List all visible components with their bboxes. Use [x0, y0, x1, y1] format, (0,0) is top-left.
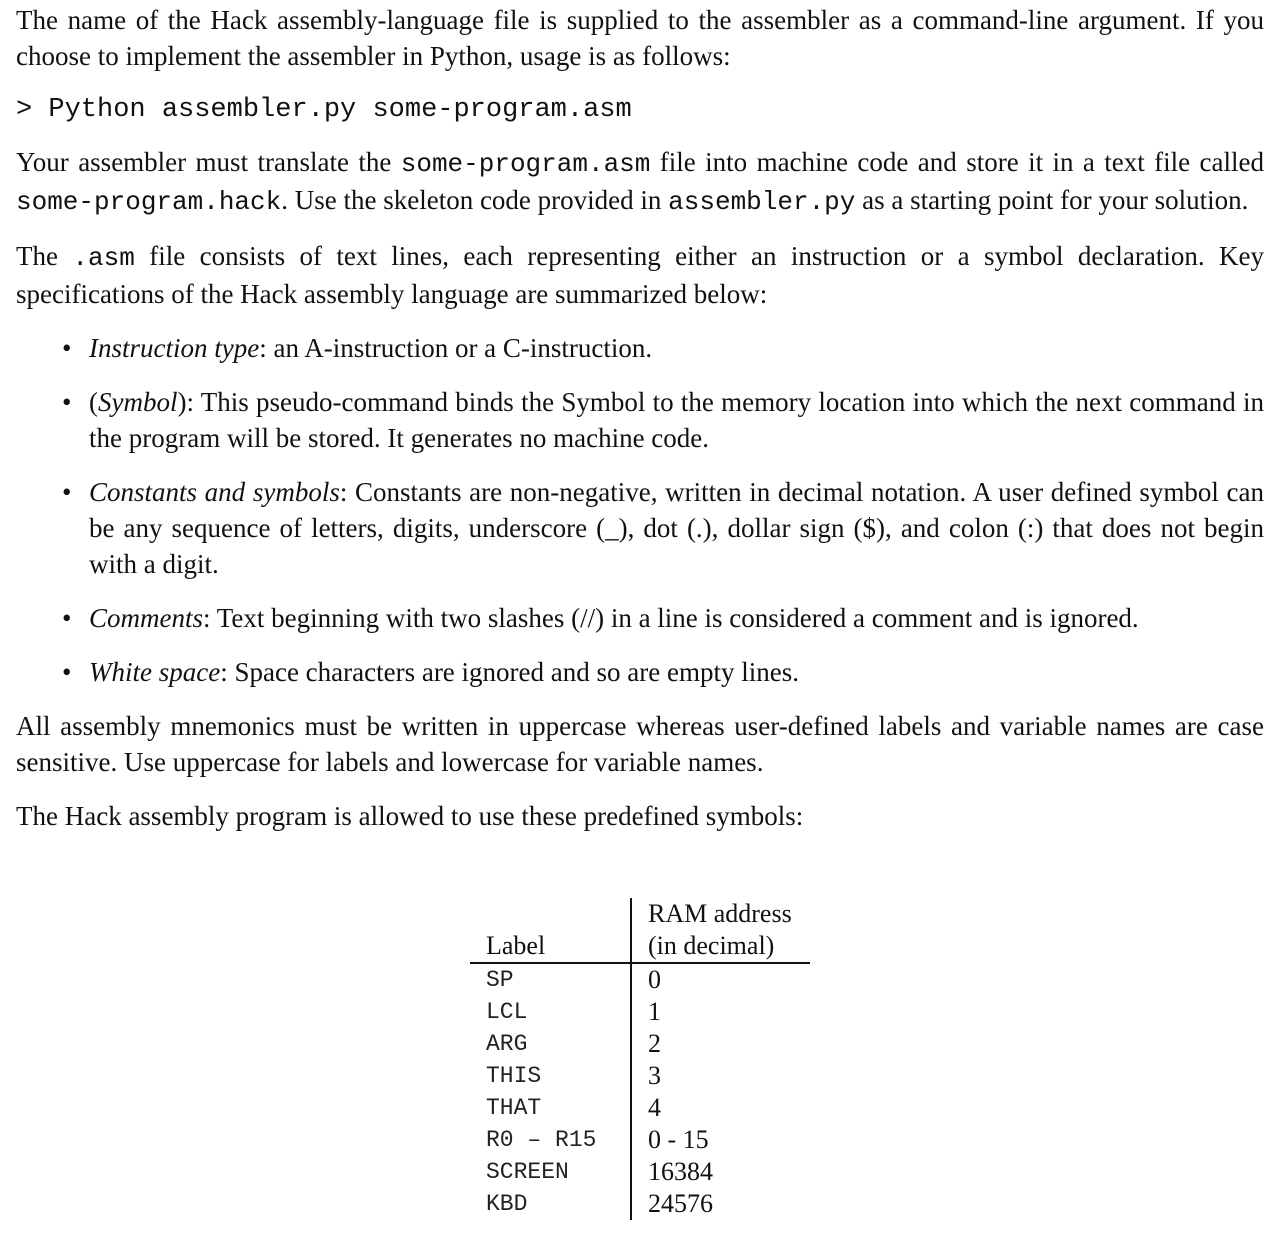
- bullet-icon: •: [62, 387, 72, 417]
- spec-term: Symbol: [98, 387, 178, 417]
- symbol-label: R0 – R15: [486, 1127, 597, 1153]
- predefined-symbols-table: [470, 898, 810, 1220]
- symbol-label: LCL: [486, 999, 528, 1025]
- symbol-address: 1: [631, 996, 810, 1028]
- spec-term: Comments: [89, 603, 203, 633]
- document-page: [16, 2, 1264, 834]
- symbol-address: 3: [631, 1060, 810, 1092]
- asm-description-paragraph: [16, 238, 1264, 312]
- spec-text: : Space characters are ignored and so are empty lines.: [220, 657, 799, 687]
- list-item: [16, 474, 1264, 582]
- asm-extension-code: .asm: [72, 243, 135, 273]
- predefined-intro-paragraph: The Hack assembly program is allowed to use these predefined symbols:: [16, 801, 804, 831]
- symbol-label: THAT: [486, 1095, 542, 1121]
- symbol-address: 4: [631, 1092, 810, 1124]
- symbol-label: ARG: [486, 1031, 528, 1057]
- spec-term: Instruction type: [89, 333, 260, 363]
- list-item: [16, 654, 1264, 690]
- symbol-label: KBD: [486, 1191, 528, 1217]
- table-row: [470, 1124, 810, 1156]
- translate-text-1: Your assembler must translate the: [16, 147, 401, 177]
- translate-text-2: file into machine code and store it in a text file called: [650, 147, 1265, 177]
- table-row: [470, 1060, 810, 1092]
- table-row: [470, 1188, 810, 1220]
- intro-paragraph: The name of the Hack assembly-language file is supplied to the assembler as a command-line argument. If you choose to implement the assembler in Python, usage is as follows:: [16, 5, 1264, 71]
- spec-text: : Text beginning with two slashes (//) in a line is considered a comment and is ignored.: [203, 603, 1139, 633]
- table-header-row: [470, 898, 810, 963]
- specification-list: [16, 330, 1264, 690]
- bullet-icon: •: [62, 603, 72, 633]
- table-row: [470, 1028, 810, 1060]
- table-row: [470, 963, 810, 996]
- table-row: [470, 996, 810, 1028]
- symbol-address: 24576: [631, 1188, 810, 1220]
- spec-prefix: (: [89, 387, 98, 417]
- symbol-address: 2: [631, 1028, 810, 1060]
- hack-filename-code: some-program.hack: [16, 187, 282, 217]
- bullet-icon: •: [62, 657, 72, 687]
- bullet-icon: •: [62, 333, 72, 363]
- ram-address-column-header: [631, 898, 810, 963]
- symbol-address: 0: [631, 963, 810, 996]
- list-item: [16, 384, 1264, 456]
- case-rule-paragraph: All assembly mnemonics must be written in uppercase whereas user-defined labels and variable names are case sensitive. Use uppercase for labels and lowercase for variable names.: [16, 711, 1264, 777]
- label-column-header: Label: [470, 898, 631, 963]
- spec-term: White space: [89, 657, 221, 687]
- list-item: [16, 330, 1264, 366]
- asm-desc-text-1: The: [16, 241, 73, 271]
- symbol-address: 0 - 15: [631, 1124, 810, 1156]
- symbol-label: SP: [486, 967, 514, 993]
- translate-text-3: . Use the skeleton code provided in: [281, 185, 669, 215]
- list-item: [16, 600, 1264, 636]
- spec-term: Constants and symbols: [89, 477, 340, 507]
- usage-command: > Python assembler.py some-program.asm: [16, 95, 632, 125]
- table-row: [470, 1092, 810, 1124]
- spec-text: : an A-instruction or a C-instruction.: [259, 333, 653, 363]
- bullet-icon: •: [62, 477, 72, 507]
- asm-filename-code: some-program.asm: [400, 149, 651, 179]
- symbol-address: 16384: [631, 1156, 810, 1188]
- table-row: [470, 1156, 810, 1188]
- skeleton-filename-code: assembler.py: [668, 187, 856, 217]
- ram-header-line-2: (in decimal): [648, 931, 775, 960]
- translate-text-4: as a starting point for your solution.: [855, 185, 1249, 215]
- spec-text: : Constants are non-negative, written in decimal notation. A user defined symbol can be any sequence of letters, digits, underscore (_), dot (.), dollar sign ($), and colon (:) that does not begin with a digit.: [89, 477, 1264, 579]
- asm-desc-text-2: file consists of text lines, each representing either an instruction or a symbol declaration. Key specifications of the Hack assembly language are summarized below:: [16, 241, 1264, 309]
- ram-header-line-1: RAM address: [648, 899, 792, 928]
- spec-text: ): This pseudo-command binds the Symbol to the memory location into which the next command in the program will be stored. It generates no machine code.: [89, 387, 1264, 453]
- symbol-label: THIS: [486, 1063, 542, 1089]
- symbol-label: SCREEN: [486, 1159, 569, 1185]
- translate-paragraph: [16, 144, 1264, 220]
